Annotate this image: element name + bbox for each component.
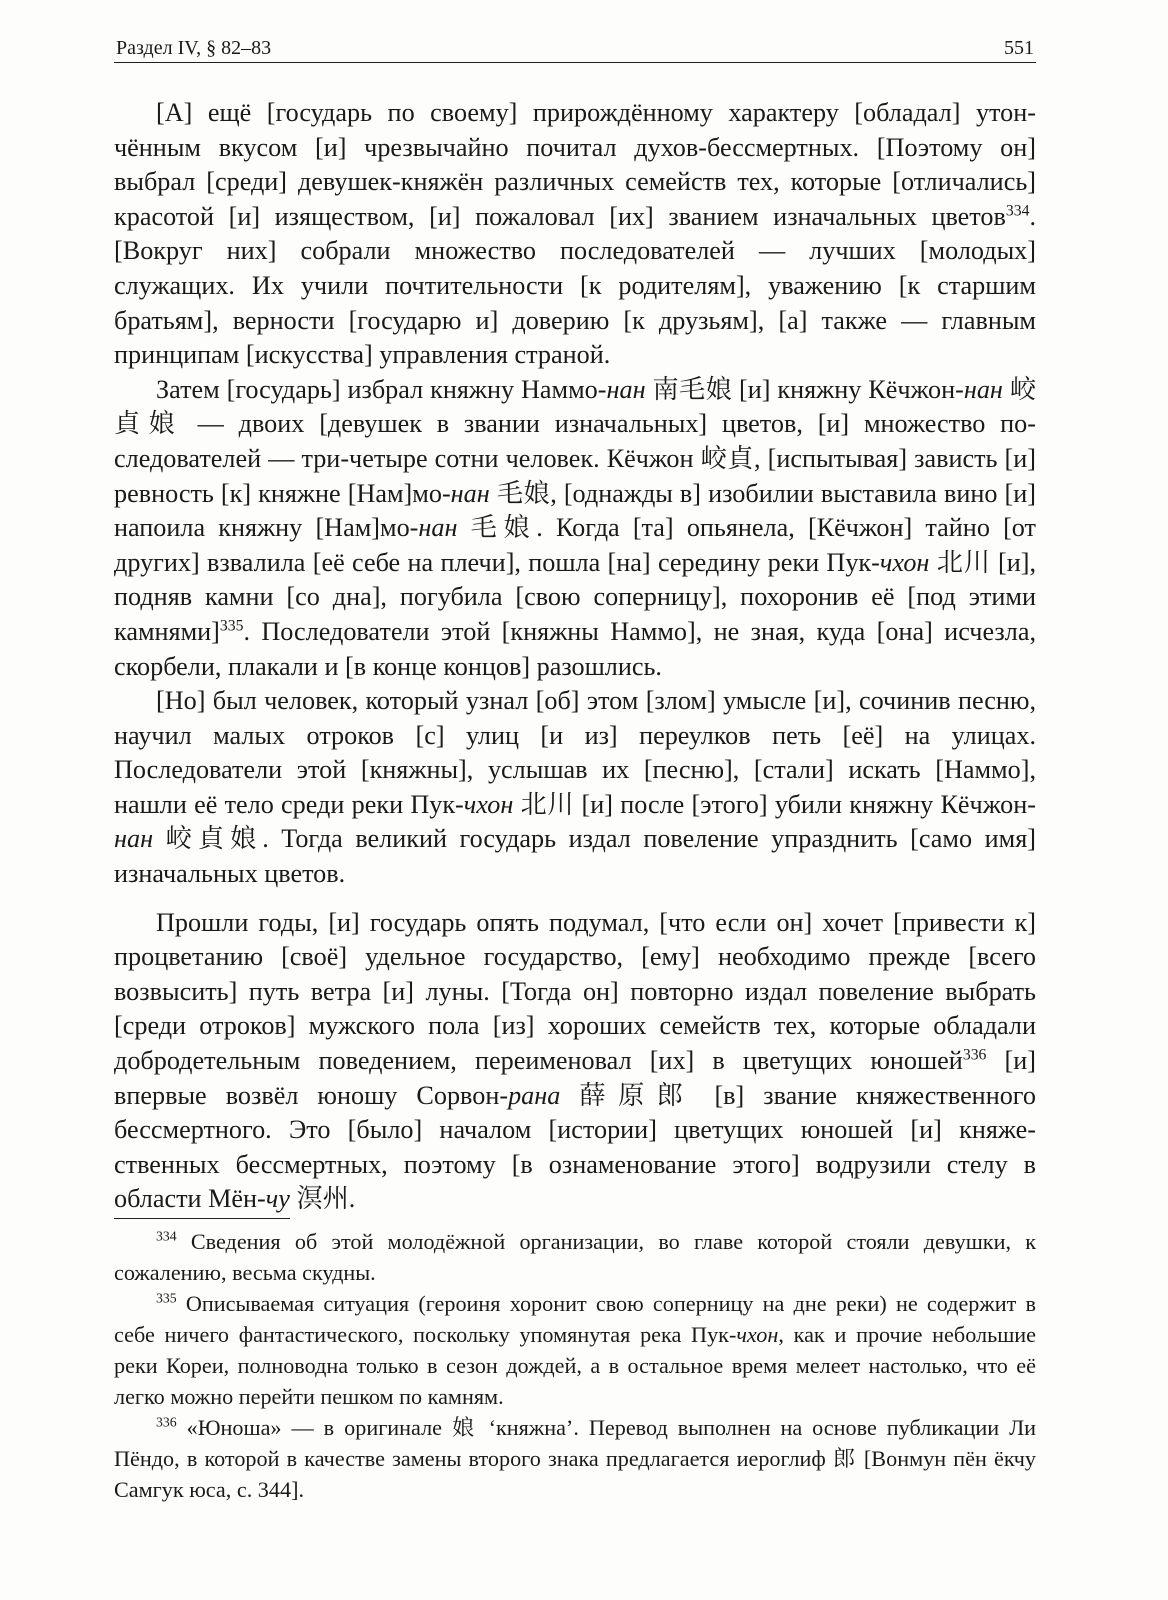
footnote-number: 336 (156, 1414, 177, 1430)
footnote-ref-336[interactable]: 336 (962, 1046, 987, 1064)
section-reference: Раздел IV, § 82–83 (116, 37, 272, 59)
footnote-ref-335[interactable]: 335 (219, 617, 244, 635)
footnote-number: 334 (156, 1228, 177, 1244)
footnote-334: $^{334}$ Сведения об этой молодёжной организации, во главе которой стояли девушки, к сожалению, весьма скудны. (114, 1228, 1036, 1285)
running-head (116, 30, 1034, 60)
paragraph-1: [А] ещё [государь по своему] прирождённому характеру [обладал] утончённым вкусом [и] чрезвычайно почитал духов-бессмертных. [Поэтому он] выбрал [среди] девушек-княжён различных семейств тех, которые [отличались] красотой [и] изяществом, [и] пожаловал [их] званием изначальных цветов$^{334}$. [Вокруг них] собрали множество последователей — лучших [молодых] служащих. Их учили почтительности [к родителям], уважению [к старшим братьям], верности [государю и] доверию [к друзьям], [а] также — главным принципам [искусства] управления страной. (114, 98, 1036, 370)
paragraph-2: Затем [государь] избрал княжну Наммо-нан 南毛娘 [и] княжну Кёчжон-нан 峧貞娘 — двоих [девушек в звании изначальных] цветов, [и] множество последователей — три-четыре сотни человек. Кёчжон 峧貞, [испытывая] зависть [и] ревность [к] княжне [Нам]мо-нан 毛娘, [однажды в] изобилии выставила вино [и] напоила княжну [Нам]мо-нан 毛娘. Когда [та] опьянела, [Кёчжон] тайно [от других] взвалила [её себе на плечи], пошла [на] середину реки Пук-чхон 北川 [и], подняв камни [со дна], погубила [свою соперницу], похоронив её [под этими камнями]$^{335}$. Последователи этой [княжны Наммо], не зная, куда [она] исчезла, скорбели, плакали и [в конце концов] разошлись. (114, 374, 1037, 681)
footnotes (114, 1226, 1036, 1505)
footnote-ref-334[interactable]: 334 (1005, 202, 1030, 220)
paragraph-3: [Но] был человек, который узнал [об] этом [злом] умысле [и], сочинив песню, научил малых отроков [с] улиц [и из] переулков петь [её] на улицах. Последователи этой [княжны], услышав их [песню], [стали] искать [Наммо], нашли её тело среди реки Пук-чхон 北川 [и] после [этого] убили княжну Кёчжон-нан 峧貞娘. Тогда великий государь издал повеление упразднить [само имя] изначальных цветов. (114, 686, 1036, 889)
footnote-336: $^{336}$ «Юноша» — в оригинале 娘 ‘княжна’. Перевод выполнен на основе публикации Ли Пёндо, в которой в качестве замены второго знака предлагается иероглиф 郎 [Вонмун пён ёкчу Самгук юса, с. 344]. (114, 1414, 1036, 1502)
footnote-number: 335 (156, 1290, 177, 1306)
page-number: 551 (1004, 37, 1034, 59)
paragraph-4: Прошли годы, [и] государь опять подумал, [что если он] хочет [привести к] процветанию [своё] удельное государство, [ему] необходимо прежде [всего возвысить] путь ветра [и] луны. [Тогда он] повторно издал повеление выбрать [среди отроков] мужского пола [из] хороших семейств тех, которые обладали добродетельным поведением, переименовал [их] в цветущих юношей$^{336}$ [и] впервые возвёл юношу Сорвон-рана 薛原郎 [в] звание княжественного бессмертного. Это [было] началом [истории] цветущих юношей [и] княжественных бессмертных, поэтому [в ознаменование этого] водрузили стелу в области Мён-чу 溟州. (114, 907, 1036, 1214)
main-text (114, 96, 1036, 1217)
header-rule (114, 62, 1036, 63)
footnote-335: $^{335}$ Описываемая ситуация (героиня хоронит свою соперницу на дне реки) не содержит в себе ничего фантастического, поскольку упомянутая река Пук-чхон, как и прочие небольшие реки Кореи, полноводна только в сезон дождей, а в остальное время мелеет настолько, что её легко можно перейти пешком по камням. (114, 1290, 1036, 1409)
footnote-rule (114, 1218, 290, 1219)
